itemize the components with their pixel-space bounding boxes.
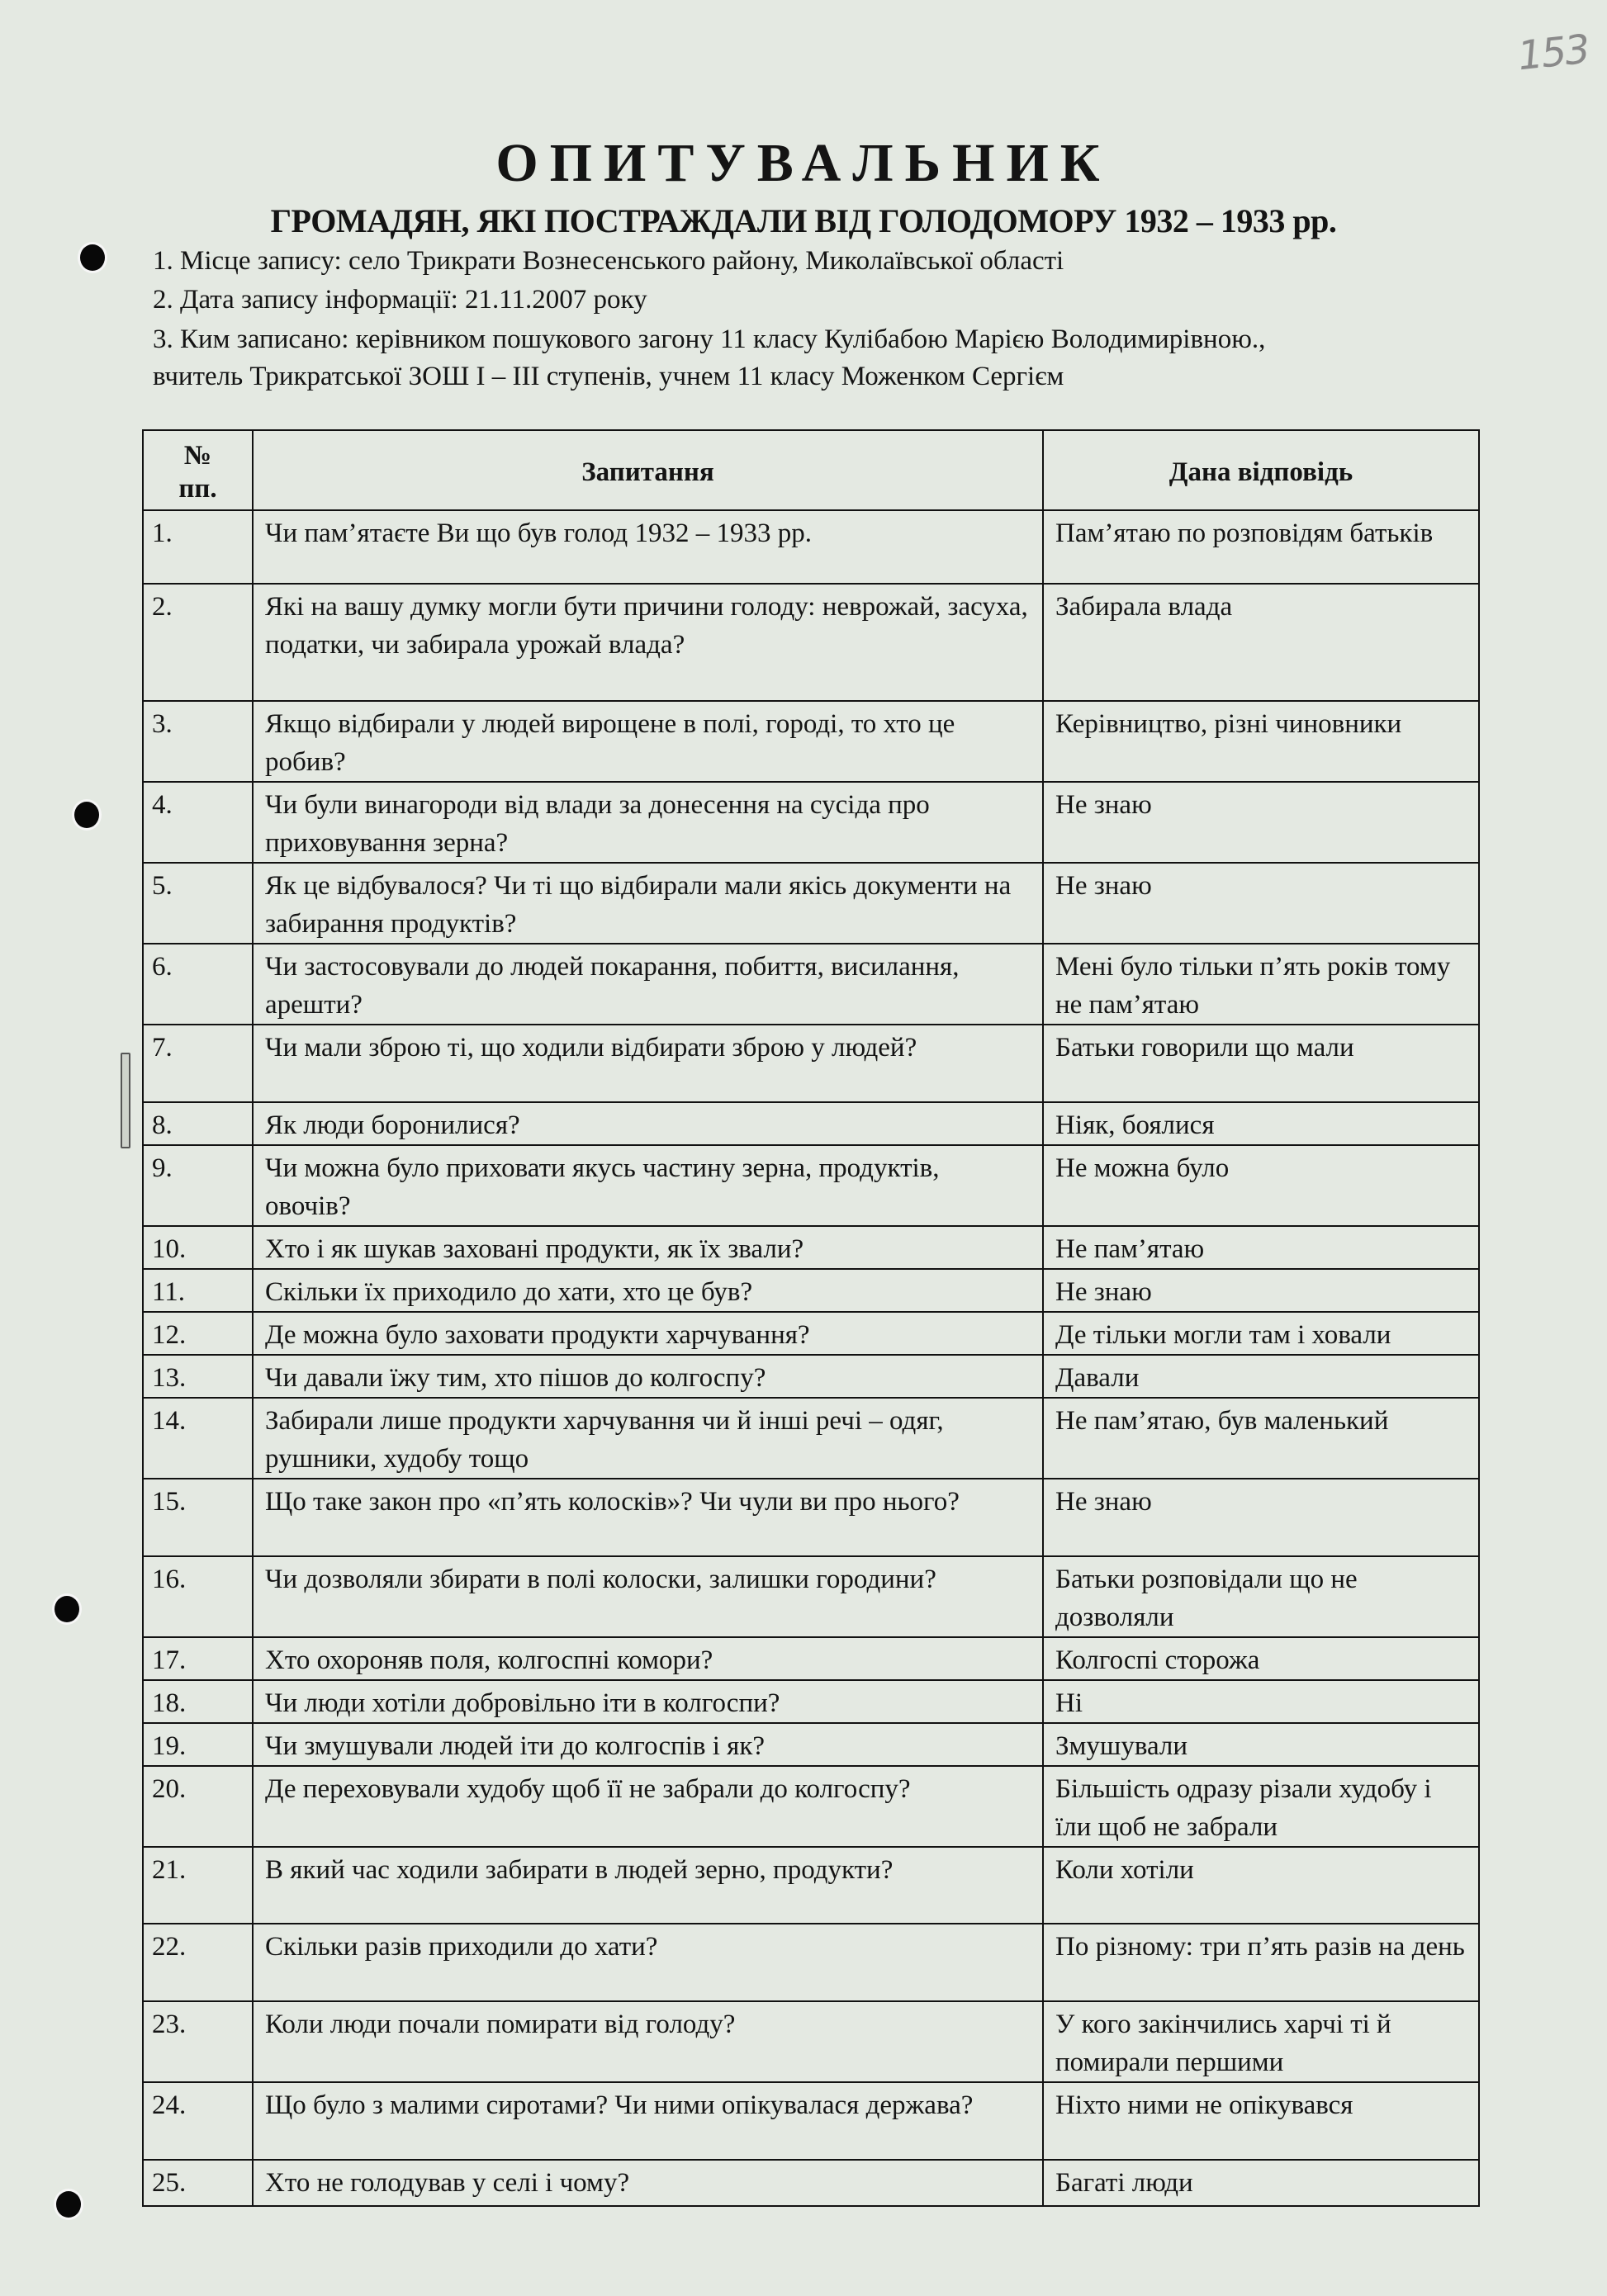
info-date: 2. Дата запису інформації: 21.11.2007 року — [153, 285, 647, 315]
table-row — [143, 2001, 1479, 2082]
header-answer: Дана відповідь — [1043, 430, 1479, 510]
document-title: ОПИТУВАЛЬНИК — [495, 133, 1112, 193]
row-question: Що таке закон про «п’ять колосків»? Чи чули ви про нього? — [253, 1479, 1043, 1556]
row-answer: Не знаю — [1043, 782, 1479, 863]
row-number: 3. — [143, 701, 253, 782]
table-row — [143, 1025, 1479, 1102]
row-number: 2. — [143, 584, 253, 701]
table-row — [143, 1145, 1479, 1226]
table-row — [143, 1479, 1479, 1556]
row-number: 6. — [143, 944, 253, 1025]
row-question: Якщо відбирали у людей вирощене в полі, городі, то хто це робив? — [253, 701, 1043, 782]
header-number-sign: № — [183, 440, 212, 471]
punch-hole-icon — [74, 802, 99, 828]
row-number: 25. — [143, 2160, 253, 2206]
row-question: Скільки разів приходили до хати? — [253, 1924, 1043, 2001]
row-number: 7. — [143, 1025, 253, 1102]
row-question: Які на вашу думку могли бути причини голоду: неврожай, засуха, податки, чи забирала урожай влада? — [253, 584, 1043, 701]
row-question: Чи були винагороди від влади за донесення на сусіда про приховування зерна? — [253, 782, 1043, 863]
table-row — [143, 510, 1479, 584]
row-answer: По різному: три п’ять разів на день — [1043, 1924, 1479, 2001]
row-answer: Ніхто ними не опікувався — [1043, 2082, 1479, 2160]
header-number — [143, 430, 253, 510]
row-answer: Колгоспі сторожа — [1043, 1637, 1479, 1680]
row-number: 19. — [143, 1723, 253, 1766]
row-question: Чи люди хотіли добровільно іти в колгоспи? — [253, 1680, 1043, 1723]
row-question: Коли люди почали помирати від голоду? — [253, 2001, 1043, 2082]
row-answer: Забирала влада — [1043, 584, 1479, 701]
row-answer: Змушували — [1043, 1723, 1479, 1766]
questionnaire-table — [142, 429, 1480, 2207]
info-recorded-by: 3. Ким записано: керівником пошукового загону 11 класу Кулібабою Марією Володимирівною., — [153, 324, 1266, 354]
row-answer: Багаті люди — [1043, 2160, 1479, 2206]
row-answer: Керівництво, різні чиновники — [1043, 701, 1479, 782]
row-question: Чи можна було приховати якусь частину зерна, продуктів, овочів? — [253, 1145, 1043, 1226]
handwritten-page-number: 153 — [1515, 26, 1591, 80]
document-subtitle: ГРОМАДЯН, ЯКІ ПОСТРАЖДАЛИ ВІД ГОЛОДОМОРУ 1932 – 1933 рр. — [270, 202, 1337, 239]
table-header-row — [143, 430, 1479, 510]
row-question: Чи пам’ятаєте Ви що був голод 1932 – 1933 рр. — [253, 510, 1043, 584]
row-number: 24. — [143, 2082, 253, 2160]
table-row — [143, 782, 1479, 863]
header-question: Запитання — [253, 430, 1043, 510]
punch-hole-icon — [55, 1596, 79, 1622]
table-row — [143, 863, 1479, 944]
row-number: 22. — [143, 1924, 253, 2001]
row-question: Хто і як шукав заховані продукти, як їх звали? — [253, 1226, 1043, 1269]
row-number: 15. — [143, 1479, 253, 1556]
row-question: Хто охороняв поля, колгоспні комори? — [253, 1637, 1043, 1680]
row-answer: Пам’ятаю по розповідям батьків — [1043, 510, 1479, 584]
table-row — [143, 2082, 1479, 2160]
row-question: Чи мали зброю ті, що ходили відбирати зброю у людей? — [253, 1025, 1043, 1102]
row-number: 20. — [143, 1766, 253, 1847]
row-answer: Не можна було — [1043, 1145, 1479, 1226]
table-row — [143, 944, 1479, 1025]
table-row — [143, 1398, 1479, 1479]
table-row — [143, 2160, 1479, 2206]
table-row — [143, 1924, 1479, 2001]
row-question: В який час ходили забирати в людей зерно, продукти? — [253, 1847, 1043, 1924]
info-recorded-by-continued: вчитель Трикратської ЗОШ І – ІІІ ступенів, учнем 11 класу Моженком Сергієм — [153, 362, 1064, 391]
row-answer: Батьки розповідали що не дозволяли — [1043, 1556, 1479, 1637]
row-question: Хто не голодував у селі і чому? — [253, 2160, 1043, 2206]
row-answer: Мені було тільки п’ять років тому не пам’ятаю — [1043, 944, 1479, 1025]
row-number: 12. — [143, 1312, 253, 1355]
row-question: Чи дозволяли збирати в полі колоски, залишки городини? — [253, 1556, 1043, 1637]
row-answer: Не пам’ятаю, був маленький — [1043, 1398, 1479, 1479]
row-answer: Де тільки могли там і ховали — [1043, 1312, 1479, 1355]
table-row — [143, 584, 1479, 701]
punch-hole-icon — [80, 244, 105, 271]
row-number: 10. — [143, 1226, 253, 1269]
row-question: Як це відбувалося? Чи ті що відбирали мали якісь документи на забирання продуктів? — [253, 863, 1043, 944]
table-row — [143, 1269, 1479, 1312]
table-row — [143, 701, 1479, 782]
row-number: 17. — [143, 1637, 253, 1680]
row-number: 8. — [143, 1102, 253, 1145]
row-answer: Батьки говорили що мали — [1043, 1025, 1479, 1102]
row-question: Скільки їх приходило до хати, хто це був? — [253, 1269, 1043, 1312]
row-number: 11. — [143, 1269, 253, 1312]
row-question: Чи застосовували до людей покарання, побиття, висилання, арешти? — [253, 944, 1043, 1025]
table-row — [143, 1355, 1479, 1398]
row-number: 23. — [143, 2001, 253, 2082]
punch-hole-icon — [56, 2191, 81, 2218]
row-number: 21. — [143, 1847, 253, 1924]
table-row — [143, 1723, 1479, 1766]
row-number: 18. — [143, 1680, 253, 1723]
staple-mark-icon — [121, 1053, 130, 1148]
table-row — [143, 1766, 1479, 1847]
row-answer: Ні — [1043, 1680, 1479, 1723]
row-answer: Більшість одразу різали худобу і їли щоб не забрали — [1043, 1766, 1479, 1847]
info-place: 1. Місце запису: село Трикрати Вознесенського району, Миколаївської області — [153, 246, 1064, 276]
row-answer: Не знаю — [1043, 863, 1479, 944]
row-number: 14. — [143, 1398, 253, 1479]
row-question: Де переховували худобу щоб її не забрали до колгоспу? — [253, 1766, 1043, 1847]
row-number: 1. — [143, 510, 253, 584]
table-row — [143, 1637, 1479, 1680]
row-question: Чи давали їжу тим, хто пішов до колгоспу? — [253, 1355, 1043, 1398]
table-row — [143, 1226, 1479, 1269]
table-row — [143, 1680, 1479, 1723]
table-row — [143, 1312, 1479, 1355]
table-row — [143, 1556, 1479, 1637]
row-question: Забирали лише продукти харчування чи й інші речі – одяг, рушники, худобу тощо — [253, 1398, 1043, 1479]
header-number-abbrev: пп. — [178, 473, 217, 504]
row-answer: У кого закінчились харчі ті й помирали першими — [1043, 2001, 1479, 2082]
row-answer: Не знаю — [1043, 1479, 1479, 1556]
row-answer: Давали — [1043, 1355, 1479, 1398]
row-answer: Не пам’ятаю — [1043, 1226, 1479, 1269]
row-question: Як люди боронилися? — [253, 1102, 1043, 1145]
row-number: 4. — [143, 782, 253, 863]
row-number: 13. — [143, 1355, 253, 1398]
row-question: Чи змушували людей іти до колгоспів і як? — [253, 1723, 1043, 1766]
table-row — [143, 1847, 1479, 1924]
row-answer: Ніяк, боялися — [1043, 1102, 1479, 1145]
row-number: 16. — [143, 1556, 253, 1637]
row-answer: Коли хотіли — [1043, 1847, 1479, 1924]
row-number: 5. — [143, 863, 253, 944]
row-question: Де можна було заховати продукти харчування? — [253, 1312, 1043, 1355]
table-row — [143, 1102, 1479, 1145]
row-answer: Не знаю — [1043, 1269, 1479, 1312]
row-question: Що було з малими сиротами? Чи ними опікувалася держава? — [253, 2082, 1043, 2160]
row-number: 9. — [143, 1145, 253, 1226]
